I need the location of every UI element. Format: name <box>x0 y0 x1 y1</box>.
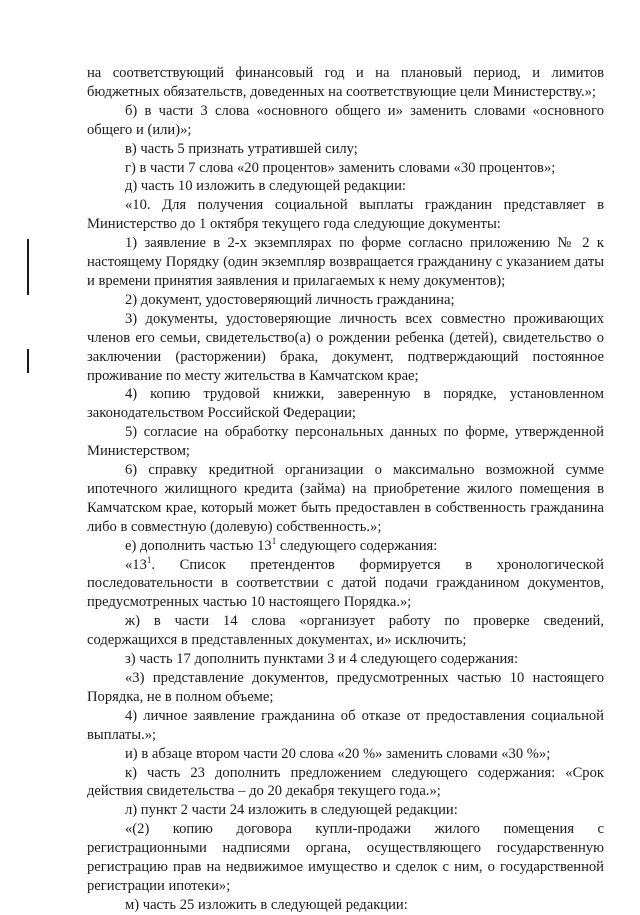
paragraph-item-2: 2) документ, удостоверяющий личность гражданина; <box>125 291 455 308</box>
document-body <box>87 64 604 915</box>
paragraph-part-10: «10. Для получения социальной выплаты гражданин представляет в Министерство до 1 октября текущего года следующие документы: <box>87 197 604 233</box>
paragraph-v: в) часть 5 признать утратившей силу; <box>125 140 358 157</box>
paragraph-e <box>87 537 604 556</box>
margin-change-bar <box>27 349 29 373</box>
paragraph-d: д) часть 10 изложить в следующей редакции: <box>125 178 406 195</box>
paragraph-13-1-text: «13 <box>125 556 147 573</box>
paragraph-item-5: 5) согласие на обработку персональных данных по форме, утвержденной Министерством; <box>87 424 604 460</box>
paragraph-13-1-text-end: . Список претендентов формируется в хронологической последовательности в соответствии с датой подачи гражданином документов, предусмотренных частью 10 настоящего Порядка.»; <box>87 556 604 611</box>
paragraph-b: б) в части 3 слова «основного общего и» заменить словами «основного общего и (или)»; <box>87 102 604 138</box>
paragraph-k: к) часть 23 дополнить предложением следующего содержания: «Срок действия свидетельства – до 20 декабря текущего года.»; <box>87 764 604 800</box>
paragraph-e-text: е) дополнить частью 13 <box>125 537 272 554</box>
paragraph-m: м) часть 25 изложить в следующей редакции: <box>125 896 408 913</box>
paragraph-item-3: 3) документы, удостоверяющие личность всех совместно проживающих членов его семьи, свидетельство(а) о рождении ребенка (детей), свидетельство о заключении (расторжении) брака, документ, подтверждающий постоянное проживание по месту жительства в Камчатском крае; <box>87 310 604 384</box>
paragraph-z: з) часть 17 дополнить пунктами 3 и 4 следующего содержания: <box>125 651 519 668</box>
paragraph-zh: ж) в части 14 слова «организует работу по проверке сведений, содержащихся в представленных документах, и» исключить; <box>87 613 604 649</box>
paragraph-i: и) в абзаце втором части 20 слова «20 %» заменить словами «30 %»; <box>125 745 551 762</box>
margin-change-bar <box>27 239 29 295</box>
paragraph-item-4: 4) копию трудовой книжки, заверенную в порядке, установленном законодательством Российской Федерации; <box>87 386 604 422</box>
paragraph-item-1: 1) заявление в 2-х экземплярах по форме согласно приложению № 2 к настоящему Порядку (один экземпляр возвращается гражданину с указанием даты и времени принятия заявления и прилагаемых к нему документов); <box>87 235 604 289</box>
paragraph-item-3-refusal: «3) представление документов, предусмотренных частью 10 настоящего Порядка, не в полном объеме; <box>87 670 604 705</box>
paragraph-budget-continuation: на соответствующий финансовый год и на плановый период, и лимитов бюджетных обязательств, доведенных на соответствующие цели Министерству.»; <box>87 65 604 100</box>
superscript: 1 <box>271 535 277 546</box>
paragraph-item-4-refusal: 4) личное заявление гражданина об отказе от предоставления социальной выплаты.»; <box>87 707 604 743</box>
paragraph-g: г) в части 7 слова «20 процентов» заменить словами «30 процентов»; <box>125 159 556 176</box>
paragraph-item-2-contract: «(2) копию договора купли-продажи жилого помещения с регистрационными надписями органа, осуществляющего государственную регистрацию прав на недвижимое имущество и сделок с ним, о государственной регистрации ипотеки»; <box>87 821 604 894</box>
paragraph-item-6: 6) справку кредитной организации о максимально возможной сумме ипотечного жилищного кредита (займа) на приобретение жилого помещения в Камчатском крае, который может быть предоставлен в собственность гражданина либо в совместную (долевую) собственность.»; <box>87 462 604 535</box>
superscript: 1 <box>146 554 152 565</box>
paragraph-e-text-end: следующего содержания: <box>276 537 438 554</box>
paragraph-l: л) пункт 2 части 24 изложить в следующей редакции: <box>125 802 458 819</box>
paragraph-part-13-1 <box>87 556 604 613</box>
